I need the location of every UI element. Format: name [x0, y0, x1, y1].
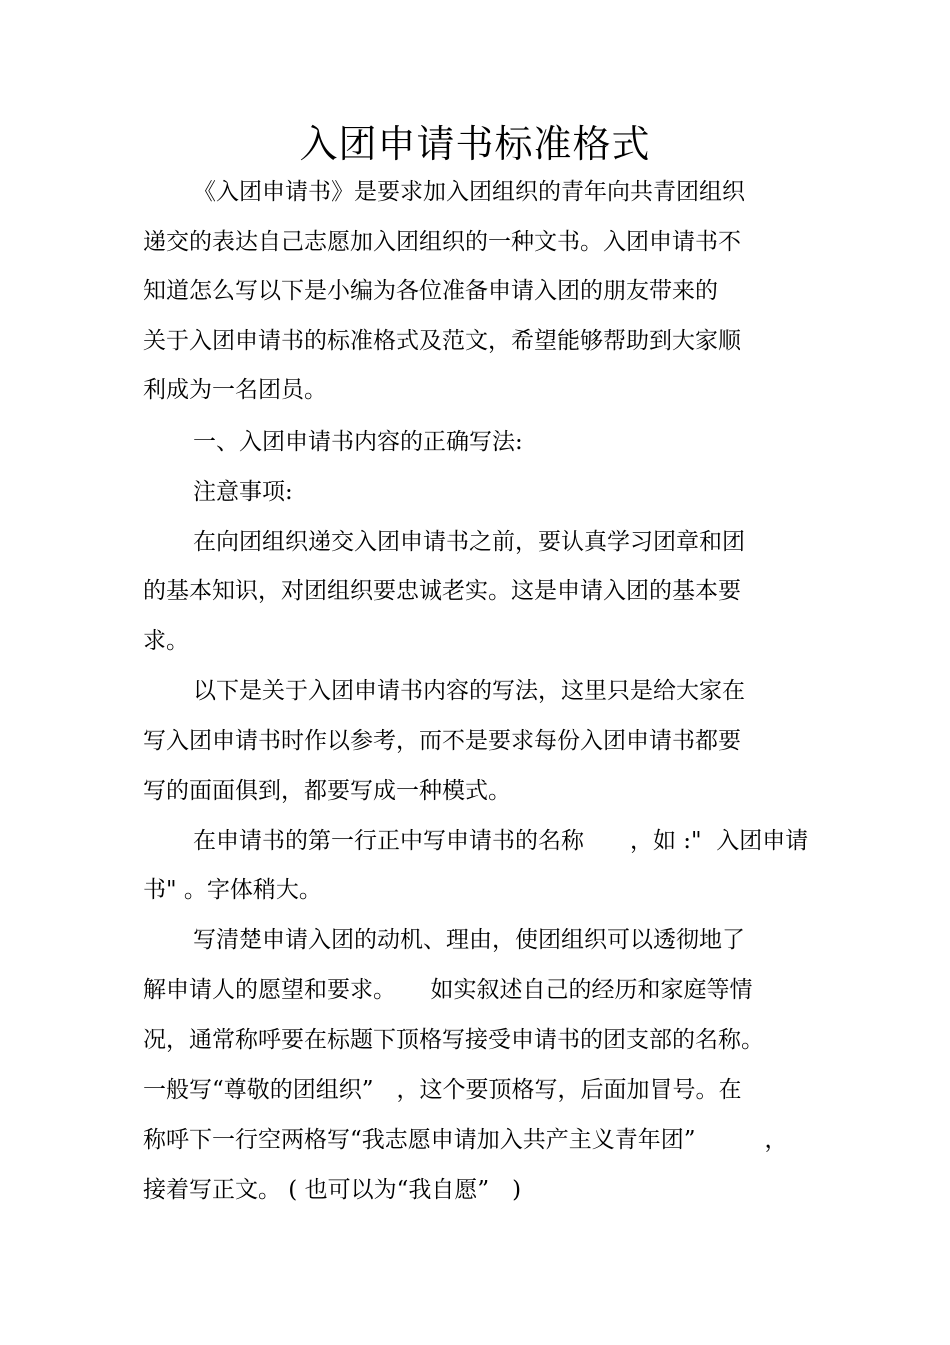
document-title: 入团申请书标准格式	[299, 122, 651, 166]
paragraph-line: 《入团申请书》是要求加入团组织的青年向共青团组织	[193, 179, 745, 205]
paragraph-line: 递交的表达自己志愿加入团组织的一种文书。入团申请书不	[143, 229, 741, 255]
paragraph-line: 一般写“尊敬的团组织” ，这个要顶格写，后面加冒号。在	[143, 1077, 742, 1103]
paragraph-line: 接着写正文。 ( 也可以为“我自愿” )	[143, 1177, 522, 1203]
paragraph-line: 利成为一名团员。	[143, 377, 327, 403]
paragraph-line: 在向团组织递交入团申请书之前，要认真学习团章和团	[193, 529, 745, 555]
paragraph-line: 知道怎么写以下是小编为各位准备申请入团的朋友带来的	[143, 278, 718, 304]
paragraph-line: 称呼下一行空两格写“我志愿申请加入共产主义青年团” ，	[143, 1127, 788, 1153]
paragraph-line: 况，通常称呼要在标题下顶格写接受申请书的团支部的名称。	[143, 1027, 764, 1053]
paragraph-line: 在申请书的第一行正中写申请书的名称 ，如 :" 入团申请	[193, 828, 809, 854]
paragraph-line: 求。	[143, 628, 189, 654]
paragraph-line: 关于入团申请书的标准格式及范文，希望能够帮助到大家顺	[143, 328, 741, 354]
section-heading: 一、入团申请书内容的正确写法:	[193, 429, 523, 455]
paragraph-line: 以下是关于入团申请书内容的写法，这里只是给大家在	[193, 678, 745, 704]
paragraph-line: 的基本知识，对团组织要忠诚老实。这是申请入团的基本要	[143, 578, 741, 604]
subheading: 注意事项:	[193, 479, 293, 505]
paragraph-line: 写入团申请书时作以参考，而不是要求每份入团申请书都要	[143, 728, 741, 754]
paragraph-line: 解申请人的愿望和要求。 如实叙述自己的经历和家庭等情	[143, 977, 753, 1003]
paragraph-line: 书" 。字体稍大。	[143, 877, 322, 903]
paragraph-line: 写的面面俱到，都要写成一种模式。	[143, 778, 511, 804]
paragraph-line: 写清楚申请入团的动机、理由，使团组织可以透彻地了	[193, 927, 745, 953]
